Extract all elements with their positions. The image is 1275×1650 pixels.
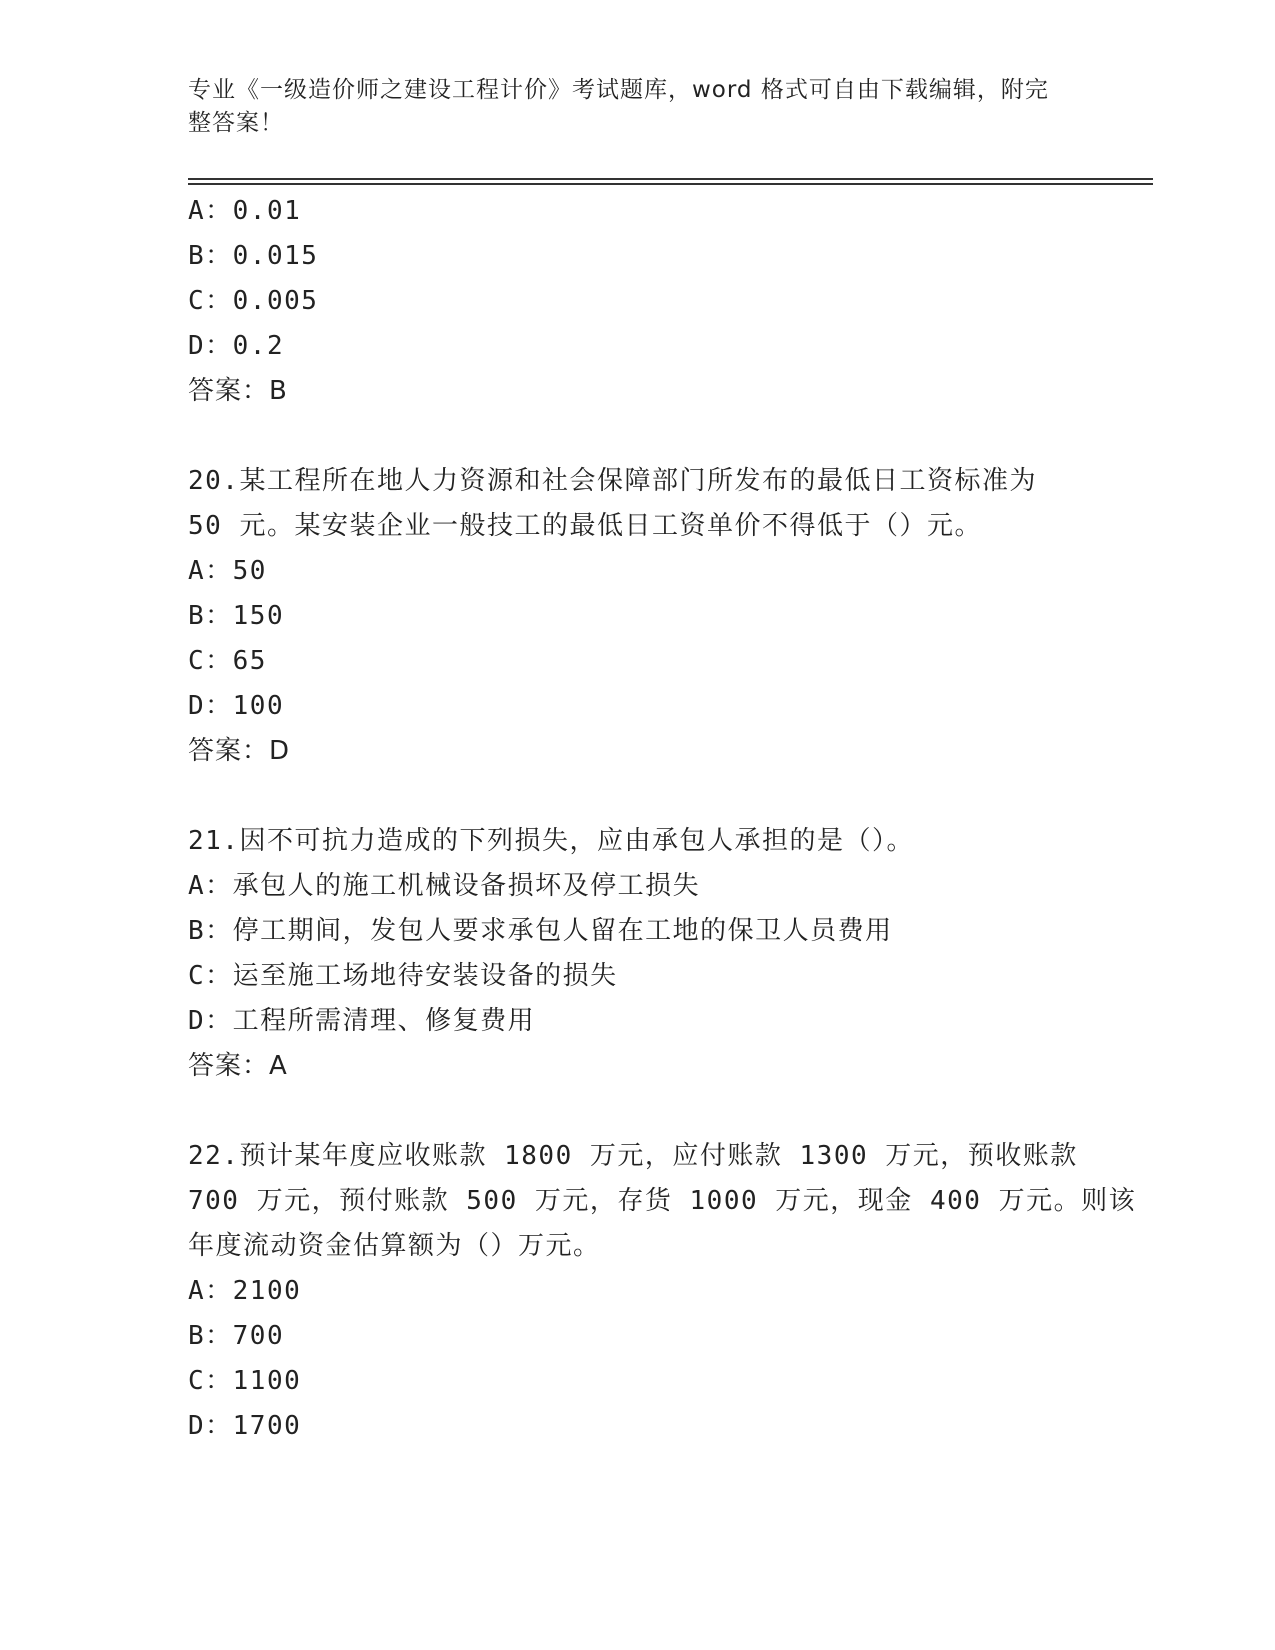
question-20-line-2: 50 元。某安装企业一般技工的最低日工资单价不得低于（）元。 [188,511,982,541]
header-rule-bottom [188,183,1153,185]
option-a: A：承包人的施工机械设备损坏及停工损失 [188,871,701,901]
question-22-line-3: 年度流动资金估算额为（）万元。 [188,1231,601,1261]
question-20-line-1: 20.某工程所在地人力资源和社会保障部门所发布的最低日工资标准为 [188,466,1037,496]
option-d: D：0.2 [188,331,285,361]
option-c: C：运至施工场地待安装设备的损失 [188,961,618,991]
option-b: B：700 [188,1321,285,1351]
option-a: A：2100 [188,1276,302,1306]
option-d: D：工程所需清理、修复费用 [188,1006,536,1036]
option-c: C：1100 [188,1366,302,1396]
document-header [188,74,1068,140]
option-a: A：0.01 [188,196,302,226]
question-22-line-2: 700 万元，预付账款 500 万元，存货 1000 万元，现金 400 万元。则该 [188,1186,1137,1216]
option-c: C：0.005 [188,286,319,316]
option-b: B：0.015 [188,241,319,271]
option-d: D：1700 [188,1411,302,1441]
option-a: A：50 [188,556,267,586]
option-d: D：100 [188,691,285,721]
answer: 答案：B [188,376,288,406]
option-b: B：150 [188,601,285,631]
question-21-line-1: 21.因不可抗力造成的下列损失，应由承包人承担的是（）。 [188,826,914,856]
option-b: B：停工期间，发包人要求承包人留在工地的保卫人员费用 [188,916,893,946]
question-22-line-1: 22.预计某年度应收账款 1800 万元，应付账款 1300 万元，预收账款 [188,1141,1078,1171]
answer: 答案：D [188,736,291,766]
option-c: C：65 [188,646,267,676]
header-line-2: 整答案！ [188,110,284,136]
answer: 答案：A [188,1051,288,1081]
header-line-1: 专业《一级造价师之建设工程计价》考试题库，word 格式可自由下载编辑，附完 [188,77,1049,103]
header-rule-top [188,178,1153,180]
